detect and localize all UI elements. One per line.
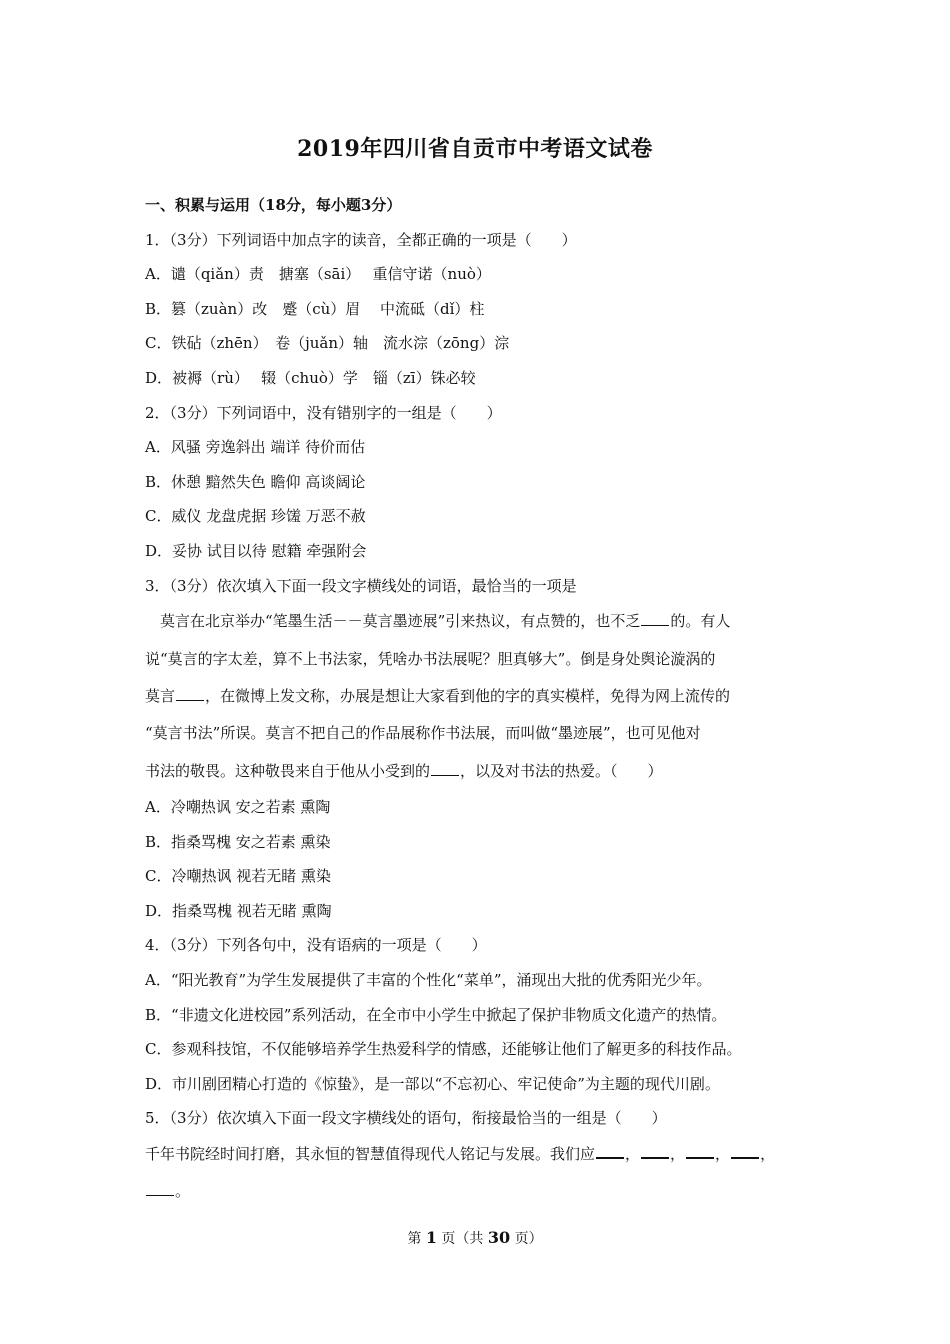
footer-middle: 页（共	[436, 1231, 488, 1247]
question-3-passage-line: “莫言书法”所误。莫言不把自己的作品展称作书法展，而叫做“墨迹展”，也可见他对	[145, 724, 701, 743]
question-1-option-c: C．铁砧（zhēn） 卷（juǎn）轴 流水淙（zōng）淙	[145, 334, 510, 353]
section-heading: 一、积累与运用（18分，每小题3分）	[145, 196, 402, 214]
question-2-stem: 2．（3分）下列词语中，没有错别字的一组是（ ）	[145, 403, 502, 422]
fill-blank	[431, 761, 459, 776]
comma: ，	[625, 1145, 641, 1164]
question-3-passage-line	[145, 678, 813, 715]
fill-blank	[686, 1143, 714, 1159]
comma: ，	[715, 1145, 731, 1164]
question-3-passage-line	[145, 753, 813, 790]
footer-suffix: 页）	[510, 1231, 543, 1247]
question-3-passage-line	[145, 603, 813, 640]
comma: ，	[670, 1145, 686, 1164]
passage-text: 莫言	[145, 686, 176, 705]
comma: ，	[760, 1145, 776, 1164]
period: 。	[175, 1182, 191, 1201]
question-4-option-d: D．市川剧团精心打造的《惊蛰》，是一部以“不忘初心、牢记使命”为主题的现代川剧。	[145, 1074, 720, 1093]
passage-text: ，以及对书法的热爱。（ ）	[460, 761, 663, 780]
question-5-passage-line	[145, 1136, 813, 1173]
fill-blank	[731, 1143, 759, 1159]
passage-text: ，在微博上发文称，办展是想让大家看到他的字的真实模样，免得为网上流传的	[205, 686, 731, 705]
fill-blank	[641, 1143, 669, 1159]
total-page-count: 30	[487, 1228, 511, 1247]
page-title: 2019年四川省自贡市中考语文试卷	[297, 136, 653, 162]
question-2-option-a: A．风骚 旁逸斜出 端详 待价而估	[145, 438, 366, 457]
question-1-option-d: D．被褥（rù） 辍（chuò）学 锱（zī）铢必较	[145, 368, 476, 387]
fill-blank	[596, 1143, 624, 1159]
passage-text: 书法的敬畏。这种敬畏来自于他从小受到的	[145, 761, 431, 780]
question-4-option-b: B．“非遗文化进校园”系列活动，在全市中小学生中掀起了保护非物质文化遗产的热情。	[145, 1005, 727, 1024]
question-3-option-b: B．指桑骂槐 安之若素 熏染	[145, 832, 331, 851]
question-1-option-a: A．谴（qiǎn）责 搪塞（sāi） 重信守诺（nuò）	[145, 265, 491, 284]
passage-text: 的。有人	[670, 612, 731, 631]
question-2-option-d: D．妥协 试目以待 慰籍 牵强附会	[145, 541, 367, 560]
question-3-option-d: D．指桑骂槐 视若无睹 熏陶	[145, 901, 332, 920]
fill-blank	[176, 686, 204, 701]
exam-content	[145, 188, 813, 1211]
question-3-passage-line: 说“莫言的字太差，算不上书法家，凭啥办书法展呢？胆真够大”。倒是身处舆论漩涡的	[145, 649, 716, 668]
question-2-option-c: C．威仪 龙盘虎据 珍馐 万恶不赦	[145, 507, 366, 526]
passage-text: 千年书院经时间打磨，其永恒的智慧值得现代人铭记与发展。我们应	[145, 1145, 596, 1164]
passage-text: 莫言在北京举办“笔墨生活－－莫言墨迹展”引来热议，有点赞的，也不乏	[160, 612, 641, 631]
question-1-option-b: B．篡（zuàn）改 蹙（cù）眉 中流砥（dǐ）柱	[145, 299, 485, 318]
question-4-option-a: A．“阳光教育”为学生发展提供了丰富的个性化“菜单”，涌现出大批的优秀阳光少年。	[145, 971, 712, 990]
question-1-stem: 1．（3分）下列词语中加点字的读音，全都正确的一项是（ ）	[145, 230, 577, 249]
question-3-stem: 3．（3分）依次填入下面一段文字横线处的词语，最恰当的一项是	[145, 576, 577, 595]
current-page-number: 1	[425, 1228, 437, 1247]
question-3-option-c: C．冷嘲热讽 视若无睹 熏染	[145, 867, 332, 886]
fill-blank	[146, 1181, 174, 1196]
question-4-option-c: C．参观科技馆，不仅能够培养学生热爱科学的情感，还能够让他们了解更多的科技作品。	[145, 1040, 742, 1059]
page-footer	[0, 1228, 950, 1248]
fill-blank	[641, 611, 669, 626]
question-5-stem: 5．（3分）依次填入下面一段文字横线处的语句，衔接最恰当的一组是（ ）	[145, 1109, 667, 1128]
question-2-option-b: B．休憩 黯然失色 瞻仰 高谈阔论	[145, 472, 366, 491]
question-3-option-a: A．冷嘲热讽 安之若素 熏陶	[145, 798, 331, 817]
question-5-passage-line	[145, 1173, 813, 1210]
question-4-stem: 4．（3分）下列各句中，没有语病的一项是（ ）	[145, 936, 487, 955]
footer-prefix: 第	[407, 1231, 426, 1247]
